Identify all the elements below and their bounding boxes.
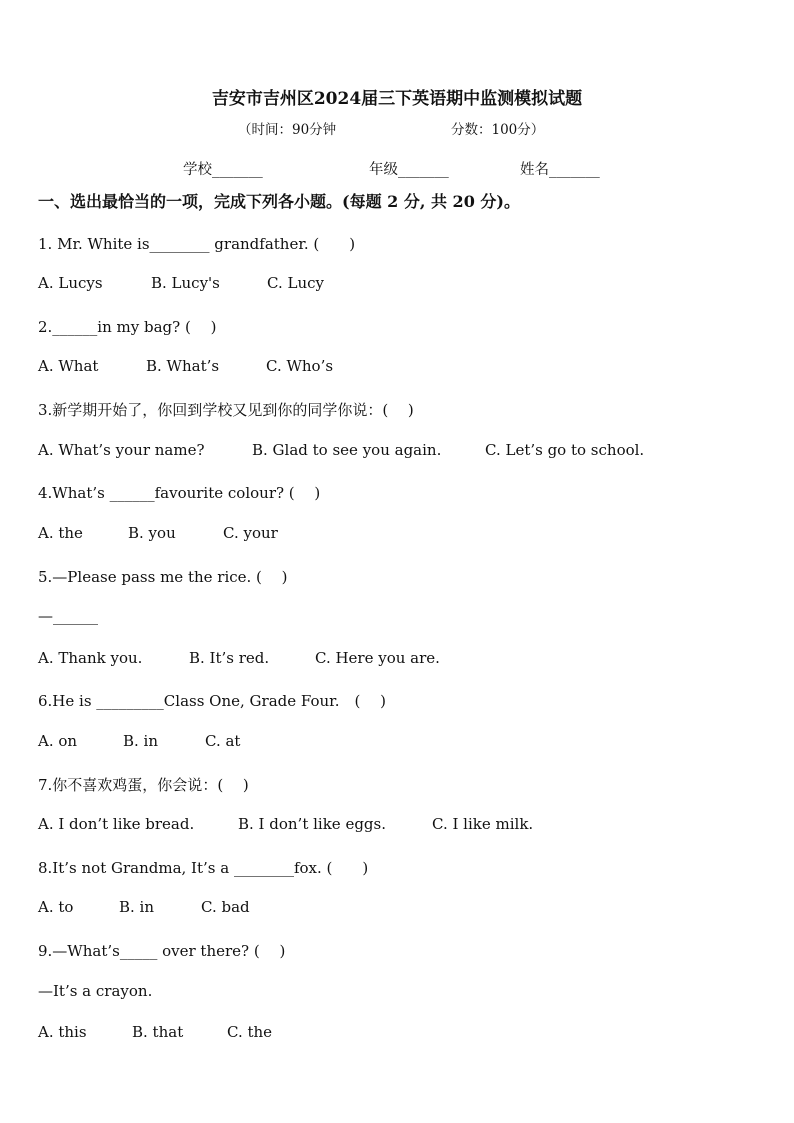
exam-score: 分数：100分）: [451, 122, 545, 138]
question-7-stem: 7.你不喜欢鸡蛋，你会说：( ): [38, 776, 249, 794]
question-6-option-a[interactable]: A. on: [38, 732, 78, 750]
exam-title: 吉安市吉州区2024届三下英语期中监测模拟试题: [211, 89, 583, 109]
question-2-option-b[interactable]: B. What’s: [146, 357, 220, 375]
question-4-stem: 4.What’s ______favourite colour? ( ): [38, 484, 321, 502]
grade-field[interactable]: 年级_______: [369, 162, 449, 178]
question-1-option-b[interactable]: B. Lucy's: [151, 274, 220, 292]
question-8-option-b[interactable]: B. in: [119, 898, 155, 916]
question-5-option-b[interactable]: B. It’s red.: [189, 649, 270, 667]
question-4-option-a[interactable]: A. the: [38, 524, 83, 542]
question-2-option-c[interactable]: C. Who’s: [266, 357, 334, 375]
question-2-option-a[interactable]: A. What: [38, 357, 99, 375]
question-6-stem: 6.He is _________Class One, Grade Four. ( ): [38, 692, 386, 710]
question-4-option-b[interactable]: B. you: [128, 524, 176, 542]
question-9-reply: —It’s a crayon.: [38, 982, 153, 1000]
question-5-option-c[interactable]: C. Here you are.: [315, 649, 440, 667]
question-3-stem: 3.新学期开始了，你回到学校又见到你的同学你说：( ): [38, 401, 414, 419]
question-3-option-b[interactable]: B. Glad to see you again.: [252, 441, 442, 459]
question-9-option-c[interactable]: C. the: [227, 1023, 273, 1041]
question-6-option-b[interactable]: B. in: [123, 732, 159, 750]
question-7-option-a[interactable]: A. I don’t like bread.: [38, 815, 195, 833]
question-8-option-a[interactable]: A. to: [38, 898, 74, 916]
name-field[interactable]: 姓名_______: [520, 162, 600, 178]
question-4-option-c[interactable]: C. your: [223, 524, 278, 542]
question-7-option-b[interactable]: B. I don’t like eggs.: [238, 815, 386, 833]
question-5-reply: —______: [38, 607, 98, 625]
question-1-option-c[interactable]: C. Lucy: [267, 274, 324, 292]
question-1-stem: 1. Mr. White is________ grandfather. ( ): [38, 235, 356, 253]
question-3-option-c[interactable]: C. Let’s go to school.: [485, 441, 645, 459]
question-8-stem: 8.It’s not Grandma, It’s a ________fox. ( ): [38, 859, 369, 877]
question-7-option-c[interactable]: C. I like milk.: [432, 815, 534, 833]
school-field[interactable]: 学校_______: [183, 162, 263, 178]
question-1-option-a[interactable]: A. Lucys: [38, 274, 103, 292]
question-3-option-a[interactable]: A. What’s your name?: [38, 441, 205, 459]
question-5-stem: 5.—Please pass me the rice. ( ): [38, 568, 288, 586]
section-heading: 一、选出最恰当的一项，完成下列各小题。(每题 2 分, 共 20 分)。: [38, 192, 520, 211]
question-9-stem: 9.—What’s_____ over there? ( ): [38, 942, 286, 960]
exam-time: （时间：90分钟: [238, 122, 337, 138]
question-8-option-c[interactable]: C. bad: [201, 898, 250, 916]
question-2-stem: 2.______in my bag? ( ): [38, 318, 217, 336]
question-9-option-b[interactable]: B. that: [132, 1023, 184, 1041]
question-5-option-a[interactable]: A. Thank you.: [38, 649, 143, 667]
question-6-option-c[interactable]: C. at: [205, 732, 241, 750]
question-9-option-a[interactable]: A. this: [38, 1023, 87, 1041]
